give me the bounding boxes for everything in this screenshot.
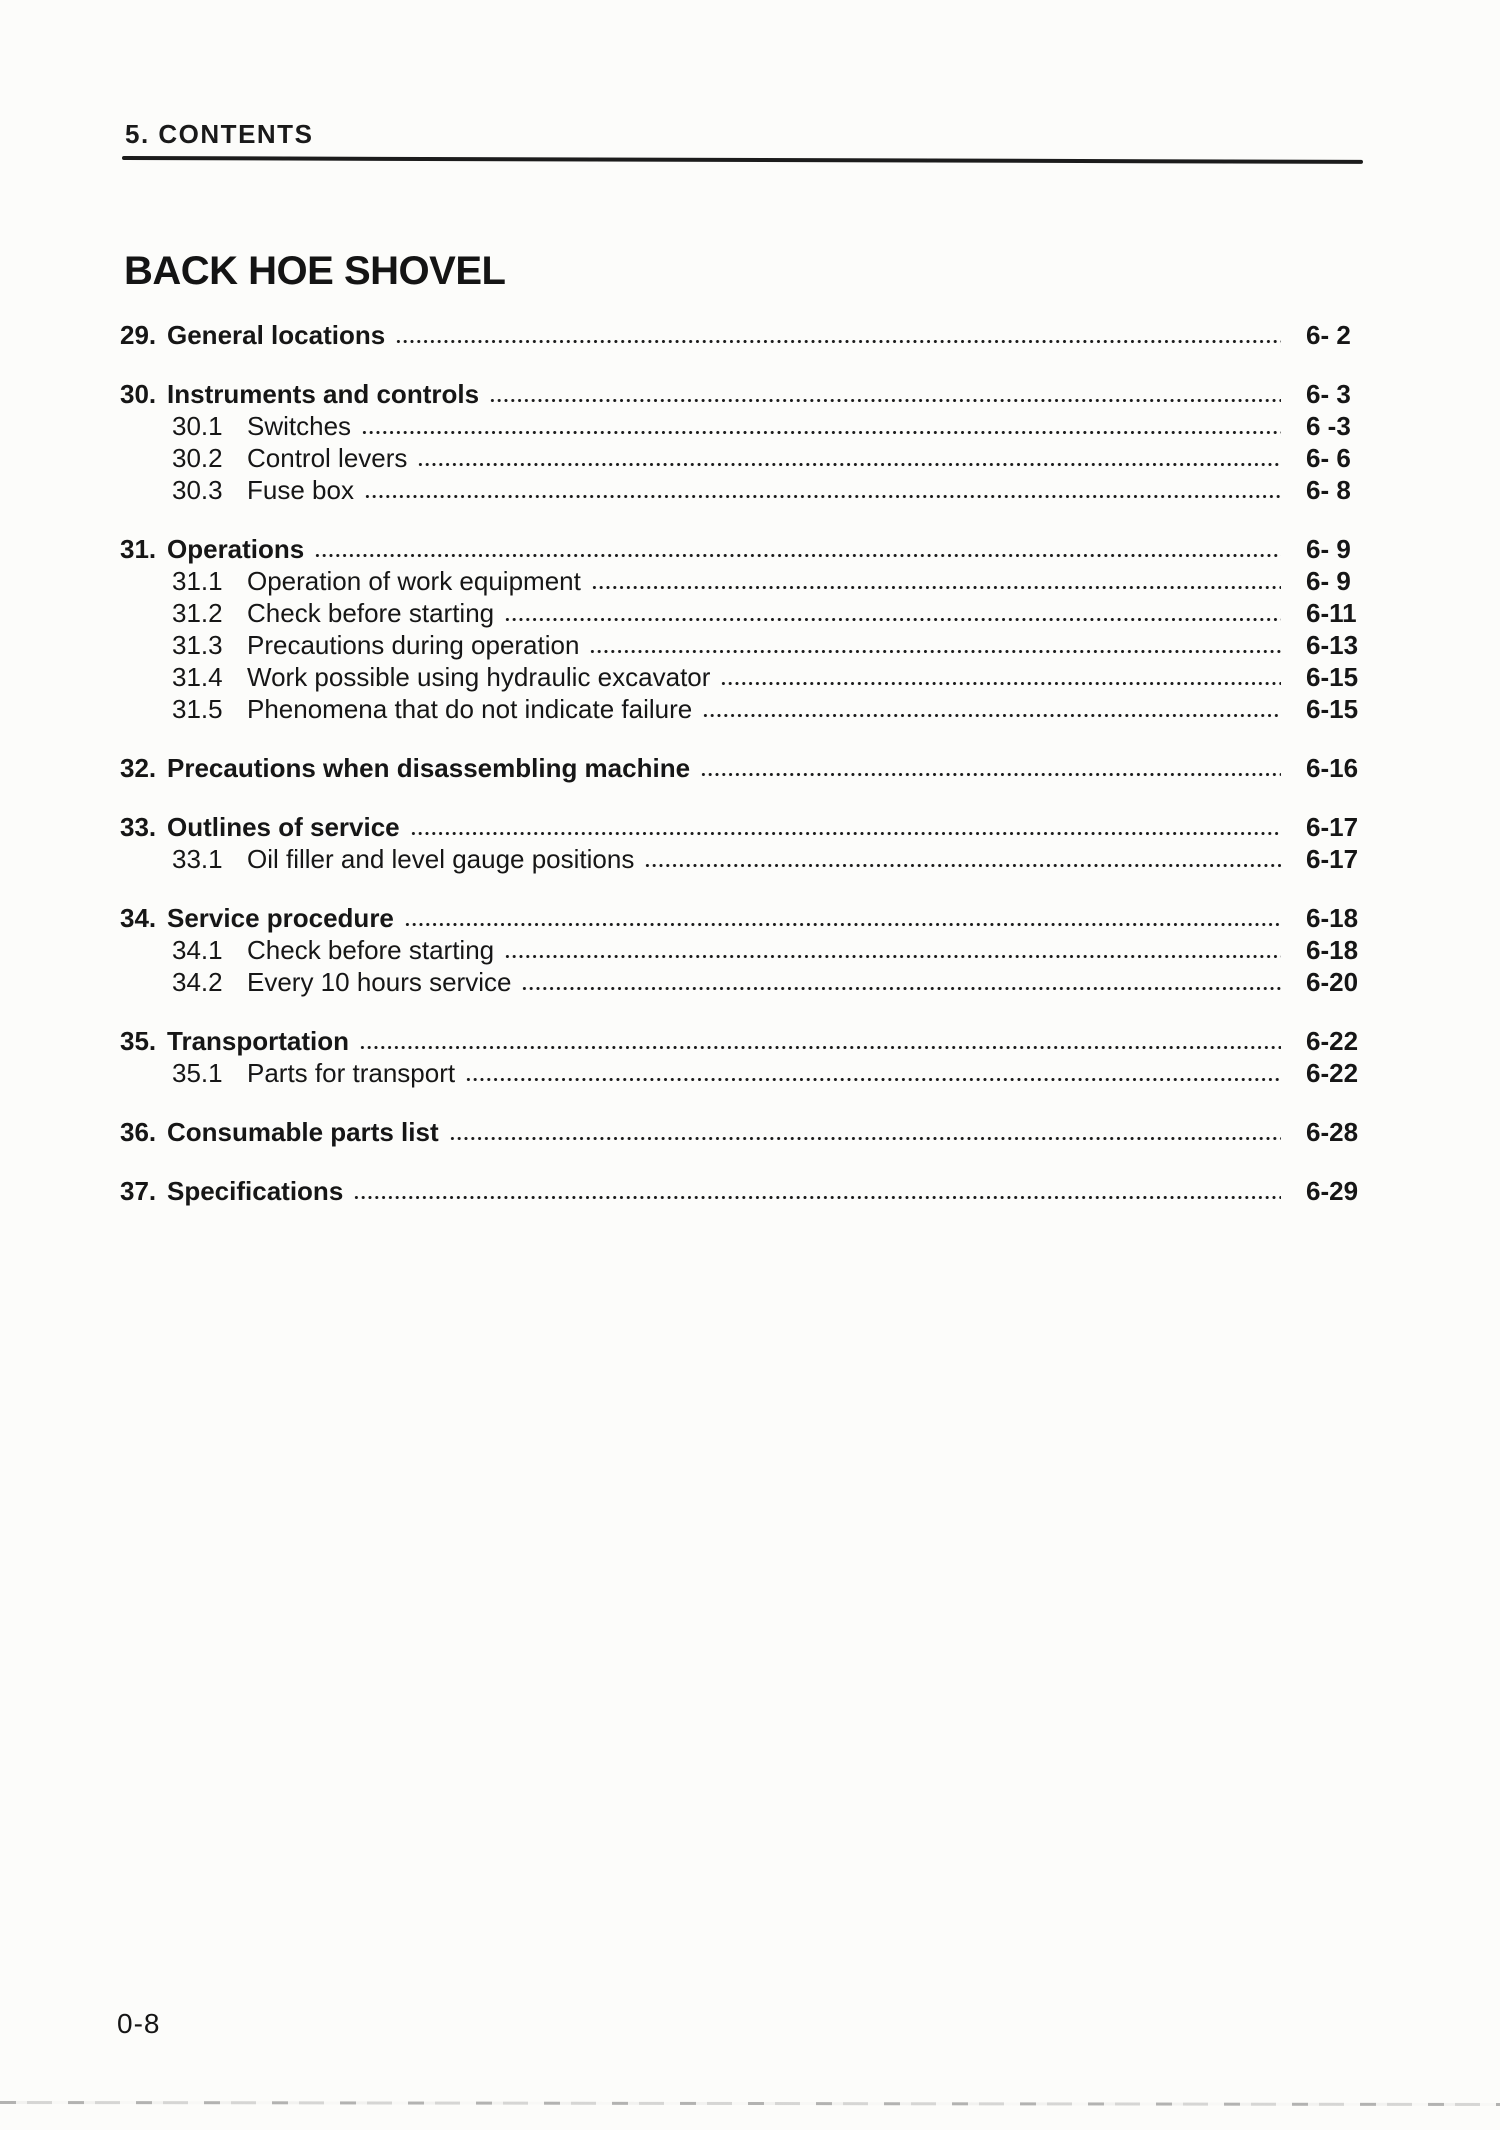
toc-entry [120, 630, 1363, 662]
toc-entry-label: Precautions during operation [247, 630, 580, 660]
toc-entry-page: 6- 6 [1306, 443, 1351, 473]
toc-entry-label: Switches [247, 411, 352, 441]
toc-entry-page: 6-16 [1306, 753, 1359, 783]
toc-entry-label: Precautions when disassembling machine [167, 753, 691, 783]
toc-entry [120, 443, 1363, 475]
toc-entry-number: 35.1 [172, 1058, 223, 1088]
toc-entry-page: 6-22 [1306, 1026, 1359, 1056]
toc-leader-dots [449, 1136, 1281, 1141]
toc-leader-dots [720, 681, 1281, 686]
toc-entry-number: 30.3 [172, 475, 223, 505]
toc-leader-dots [359, 1045, 1281, 1050]
toc-entry-label: Transportation [167, 1026, 350, 1056]
table-of-contents [120, 320, 1363, 1208]
toc-entry-number: 30.2 [172, 443, 223, 473]
toc-entry-number: 34.1 [172, 935, 223, 965]
toc-entry [120, 534, 1363, 566]
toc-entry-page: 6-18 [1306, 903, 1359, 933]
toc-leader-dots [404, 922, 1281, 927]
toc-entry-label: General locations [167, 320, 386, 350]
toc-entry-page: 6- 9 [1306, 566, 1351, 596]
toc-entry-number: 37. [120, 1176, 157, 1206]
toc-entry-number: 29. [120, 320, 157, 350]
toc-entry-label: Operations [167, 534, 305, 564]
toc-entry [120, 844, 1363, 876]
toc-leader-dots [700, 772, 1281, 777]
toc-entry-label: Operation of work equipment [247, 566, 581, 596]
toc-entry-number: 34.2 [172, 967, 223, 997]
toc-entry [120, 753, 1363, 785]
toc-leader-dots [417, 462, 1281, 467]
footer-page-number: 0-8 [117, 2008, 161, 2039]
scan-artifact-line [0, 2101, 1500, 2106]
toc-leader-dots [410, 831, 1281, 836]
toc-entry-number: 30.1 [172, 411, 223, 441]
toc-leader-dots [395, 339, 1281, 344]
toc-entry-page: 6-17 [1306, 844, 1359, 874]
toc-entry-label: Check before starting [247, 598, 495, 628]
header-rule [122, 156, 1363, 164]
toc-entry-page: 6-15 [1306, 694, 1359, 724]
toc-entry-label: Service procedure [167, 903, 394, 933]
toc-entry [120, 694, 1363, 726]
toc-leader-dots [353, 1195, 1281, 1200]
toc-entry-label: Every 10 hours service [247, 967, 512, 997]
toc-entry [120, 566, 1363, 598]
toc-leader-dots [364, 494, 1281, 499]
toc-entry [120, 903, 1363, 935]
toc-leader-dots [644, 863, 1281, 868]
toc-leader-dots [504, 954, 1281, 959]
toc-entry-page: 6 -3 [1306, 411, 1351, 441]
toc-leader-dots [589, 649, 1281, 654]
toc-entry-number: 31. [120, 534, 157, 564]
toc-entry [120, 475, 1363, 507]
toc-entry-number: 33. [120, 812, 157, 842]
toc-entry-number: 31.1 [172, 566, 223, 596]
toc-entry [120, 379, 1363, 411]
toc-entry-number: 30. [120, 379, 157, 409]
toc-entry-label: Oil filler and level gauge positions [247, 844, 635, 874]
toc-entry-page: 6-20 [1306, 967, 1359, 997]
toc-entry-label: Phenomena that do not indicate failure [247, 694, 693, 724]
toc-entry-number: 36. [120, 1117, 157, 1147]
toc-entry [120, 1117, 1363, 1149]
toc-entry-page: 6- 3 [1306, 379, 1351, 409]
toc-entry [120, 662, 1363, 694]
toc-entry-number: 31.4 [172, 662, 223, 692]
toc-entry [120, 411, 1363, 443]
toc-entry-page: 6-13 [1306, 630, 1359, 660]
toc-entry [120, 967, 1363, 999]
toc-entry-page: 6- 9 [1306, 534, 1351, 564]
toc-entry-page: 6- 8 [1306, 475, 1351, 505]
toc-entry-label: Check before starting [247, 935, 495, 965]
toc-entry [120, 598, 1363, 630]
toc-entry-number: 32. [120, 753, 157, 783]
toc-leader-dots [521, 986, 1281, 991]
toc-leader-dots [591, 585, 1281, 590]
toc-leader-dots [489, 398, 1281, 403]
toc-entry-label: Fuse box [247, 475, 354, 505]
toc-entry-label: Instruments and controls [167, 379, 480, 409]
toc-entry-label: Control levers [247, 443, 408, 473]
toc-entry-number: 31.5 [172, 694, 223, 724]
running-header-title: 5. CONTENTS [125, 119, 314, 149]
toc-entry [120, 1058, 1363, 1090]
toc-entry-page: 6-18 [1306, 935, 1359, 965]
toc-entry-number: 33.1 [172, 844, 223, 874]
toc-entry-page: 6-17 [1306, 812, 1359, 842]
toc-entry-number: 34. [120, 903, 157, 933]
toc-entry-number: 31.3 [172, 630, 223, 660]
toc-entry-page: 6-28 [1306, 1117, 1359, 1147]
toc-entry-page: 6-11 [1306, 598, 1357, 628]
toc-entry-label: Consumable parts list [167, 1117, 439, 1147]
toc-leader-dots [702, 713, 1281, 718]
toc-entry-label: Work possible using hydraulic excavator [247, 662, 711, 692]
toc-entry [120, 1176, 1363, 1208]
toc-entry-page: 6-22 [1306, 1058, 1359, 1088]
toc-entry-number: 35. [120, 1026, 157, 1056]
toc-leader-dots [465, 1077, 1281, 1082]
toc-entry-page: 6-29 [1306, 1176, 1359, 1206]
toc-entry-label: Outlines of service [167, 812, 400, 842]
toc-leader-dots [504, 617, 1281, 622]
toc-leader-dots [314, 553, 1281, 558]
toc-entry-page: 6- 2 [1306, 320, 1351, 350]
toc-entry-label: Parts for transport [247, 1058, 456, 1088]
toc-entry [120, 320, 1363, 352]
running-header [122, 121, 1363, 160]
toc-entry-page: 6-15 [1306, 662, 1359, 692]
page-title: BACK HOE SHOVEL [124, 249, 506, 293]
toc-entry-number: 31.2 [172, 598, 223, 628]
toc-entry [120, 935, 1363, 967]
toc-entry-label: Specifications [167, 1176, 344, 1206]
toc-leader-dots [361, 430, 1281, 435]
toc-entry [120, 812, 1363, 844]
toc-entry [120, 1026, 1363, 1058]
